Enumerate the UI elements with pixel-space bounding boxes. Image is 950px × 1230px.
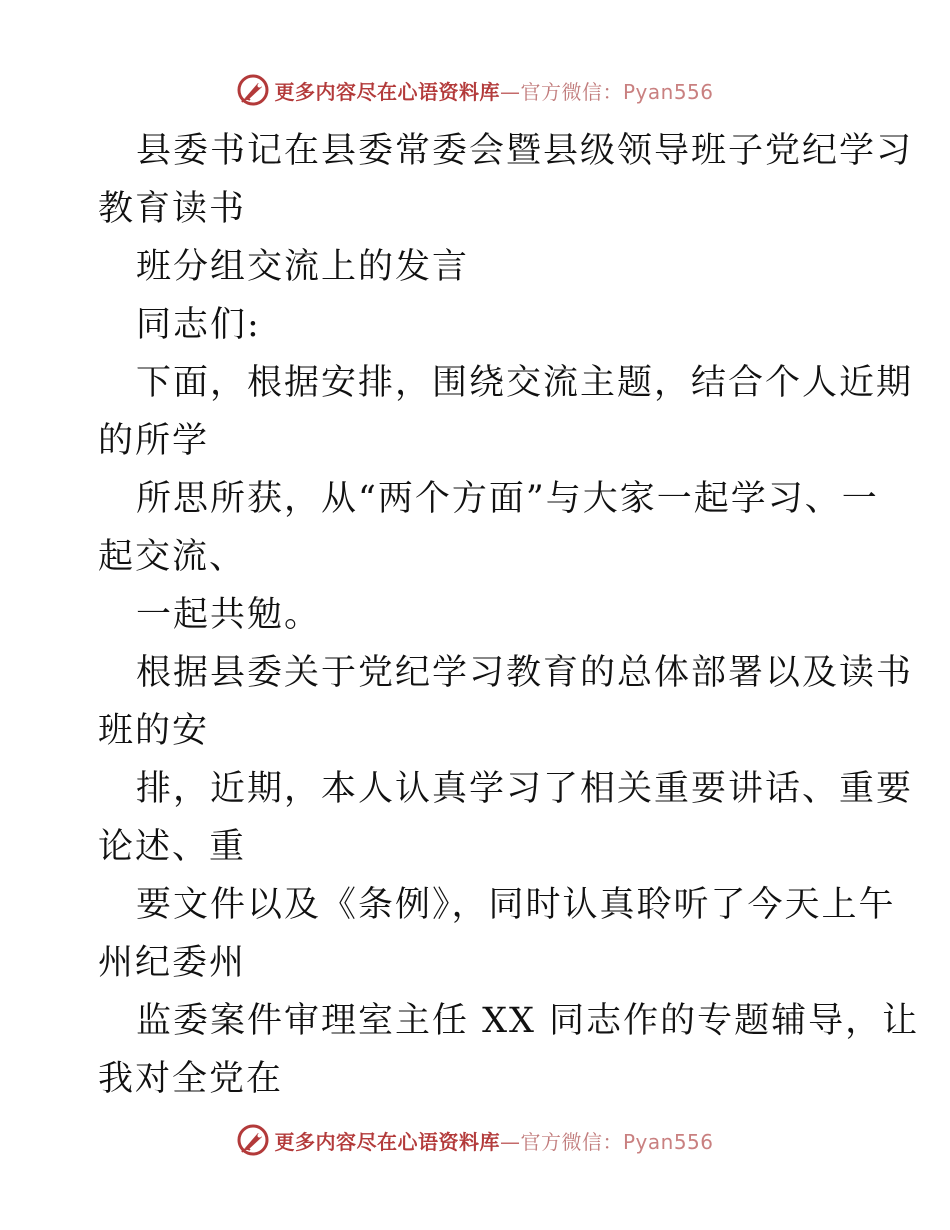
title-line-1: 县委书记在县委常委会暨县级领导班子党纪学习 xyxy=(136,131,914,171)
watermark-main-text: 更多内容尽在心语资料库 xyxy=(274,79,500,104)
body-line: 排，近期，本人认真学习了相关重要讲话、重要 xyxy=(136,769,914,809)
watermark-dash: — xyxy=(499,79,521,104)
header-watermark xyxy=(0,70,950,110)
body-line: 班的安 xyxy=(98,711,210,751)
body-line: 我对全党在 xyxy=(98,1059,284,1099)
body-line: 下面，根据安排，围绕交流主题，结合个人近期 xyxy=(136,363,914,403)
watermark-wechat-label: 官方微信： xyxy=(520,79,623,104)
pen-nib-logo-icon xyxy=(236,1123,270,1157)
body-line: 州纪委州 xyxy=(98,943,247,983)
watermark-account: Pyan556 xyxy=(622,79,714,104)
body-line: 要文件以及《条例》，同时认真聆听了今天上午 xyxy=(136,885,896,925)
document-body xyxy=(98,122,920,1108)
title-line-3: 班分组交流上的发言 xyxy=(136,247,470,287)
watermark-dash: — xyxy=(499,1129,521,1154)
watermark-wechat-label: 官方微信： xyxy=(520,1129,623,1154)
body-line: 起交流、 xyxy=(98,537,247,577)
title-line-2: 教育读书 xyxy=(98,189,247,229)
pen-nib-logo-icon xyxy=(236,73,270,107)
body-line: 的所学 xyxy=(98,421,210,461)
watermark-account: Pyan556 xyxy=(622,1129,714,1154)
body-line: 所思所获，从“两个方面”与大家一起学习、一 xyxy=(136,479,879,519)
body-line: 论述、重 xyxy=(98,827,247,867)
body-line: 监委案件审理室主任 XX 同志作的专题辅导，让 xyxy=(136,1001,920,1041)
body-line: 一起共勉。 xyxy=(136,595,322,635)
body-line: 根据县委关于党纪学习教育的总体部署以及读书 xyxy=(136,653,914,693)
watermark-main-text: 更多内容尽在心语资料库 xyxy=(274,1129,500,1154)
footer-watermark xyxy=(0,1120,950,1160)
salutation: 同志们: xyxy=(136,305,261,345)
